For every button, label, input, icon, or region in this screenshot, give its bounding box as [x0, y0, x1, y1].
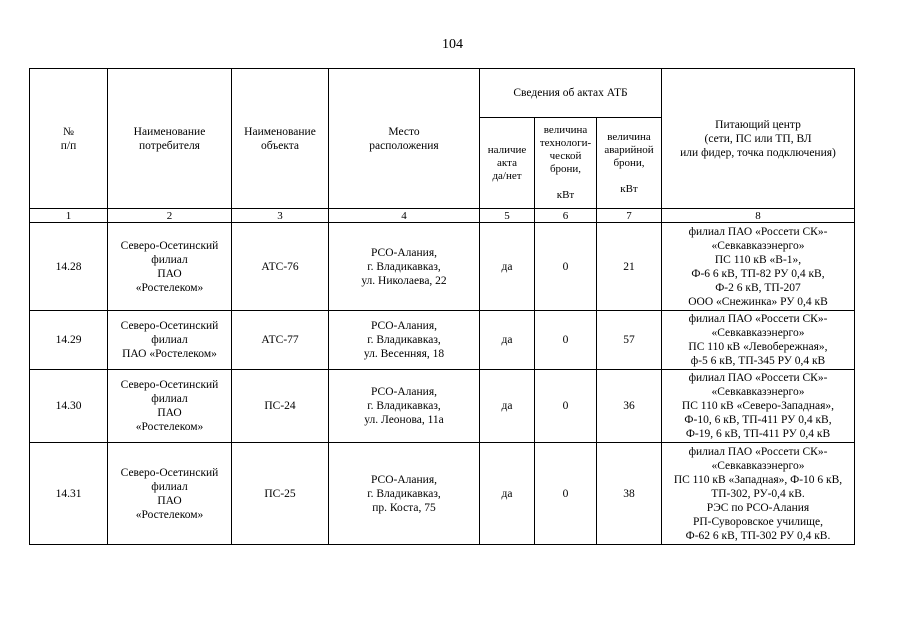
- act-presence: да: [480, 223, 535, 311]
- column-number: 4: [329, 209, 480, 223]
- header-atb-group: Сведения об актах АТБ: [480, 69, 662, 118]
- column-number: 8: [662, 209, 855, 223]
- object-name: ПС-24: [232, 370, 329, 443]
- header-location: Место расположения: [329, 69, 480, 209]
- page-number: 104: [442, 37, 463, 52]
- tech-reserve: 0: [535, 370, 597, 443]
- column-number: 3: [232, 209, 329, 223]
- document-table: [29, 68, 855, 545]
- header-consumer: Наименование потребителя: [108, 69, 232, 209]
- consumer-name: Северо-Осетинский филиал ПАО «Ростелеком»: [108, 370, 232, 443]
- header-supply-center: Питающий центр (сети, ПС или ТП, ВЛ или фидер, точка подключения): [662, 69, 855, 209]
- column-number: 1: [30, 209, 108, 223]
- act-presence: да: [480, 370, 535, 443]
- location: РСО-Алания, г. Владикавказ, ул. Весенняя, 18: [329, 311, 480, 370]
- supply-center: филиал ПАО «Россети СК»- «Севкавказэнерго» ПС 110 кВ «В-1», Ф-6 6 кВ, ТП-82 РУ 0,4 кВ, Ф-2 6 кВ, ТП-207 ООО «Снежинка» РУ 0,4 кВ: [662, 223, 855, 311]
- supply-center: филиал ПАО «Россети СК»- «Севкавказэнерго» ПС 110 кВ «Западная», Ф-10 6 кВ, ТП-302, РУ-0,4 кВ. РЭС по РСО-Алания РП-Суворовское училище, Ф-62 6 кВ, ТП-302 РУ 0,4 кВ.: [662, 443, 855, 545]
- row-number: 14.29: [30, 311, 108, 370]
- tech-reserve: 0: [535, 311, 597, 370]
- header-atb-emergency: величина аварийной брони, кВт: [597, 118, 662, 209]
- emergency-reserve: 21: [597, 223, 662, 311]
- header-object: Наименование объекта: [232, 69, 329, 209]
- row-number: 14.30: [30, 370, 108, 443]
- consumer-name: Северо-Осетинский филиал ПАО «Ростелеком»: [108, 311, 232, 370]
- emergency-reserve: 38: [597, 443, 662, 545]
- object-name: АТС-77: [232, 311, 329, 370]
- location: РСО-Алания, г. Владикавказ, ул. Николаева, 22: [329, 223, 480, 311]
- tech-reserve: 0: [535, 443, 597, 545]
- column-number: 2: [108, 209, 232, 223]
- table-row: [30, 223, 855, 311]
- supply-center: филиал ПАО «Россети СК»- «Севкавказэнерго» ПС 110 кВ «Левобережная», ф-5 6 кВ, ТП-345 РУ 0,4 кВ: [662, 311, 855, 370]
- table-row: [30, 370, 855, 443]
- table-row: [30, 443, 855, 545]
- column-number: 7: [597, 209, 662, 223]
- column-number-row: [30, 209, 855, 223]
- header-atb-presence: наличие акта да/нет: [480, 118, 535, 209]
- supply-center: филиал ПАО «Россети СК»- «Севкавказэнерго» ПС 110 кВ «Северо-Западная», Ф-10, 6 кВ, ТП-411 РУ 0,4 кВ, Ф-19, 6 кВ, ТП-411 РУ 0,4 кВ: [662, 370, 855, 443]
- act-presence: да: [480, 443, 535, 545]
- object-name: АТС-76: [232, 223, 329, 311]
- act-presence: да: [480, 311, 535, 370]
- table-row: [30, 311, 855, 370]
- location: РСО-Алания, г. Владикавказ, пр. Коста, 75: [329, 443, 480, 545]
- emergency-reserve: 57: [597, 311, 662, 370]
- object-name: ПС-25: [232, 443, 329, 545]
- consumer-name: Северо-Осетинский филиал ПАО «Ростелеком»: [108, 443, 232, 545]
- row-number: 14.28: [30, 223, 108, 311]
- emergency-reserve: 36: [597, 370, 662, 443]
- tech-reserve: 0: [535, 223, 597, 311]
- column-number: 5: [480, 209, 535, 223]
- consumer-name: Северо-Осетинский филиал ПАО «Ростелеком»: [108, 223, 232, 311]
- header-number: № п/п: [30, 69, 108, 209]
- location: РСО-Алания, г. Владикавказ, ул. Леонова, 11а: [329, 370, 480, 443]
- row-number: 14.31: [30, 443, 108, 545]
- column-number: 6: [535, 209, 597, 223]
- table-header: [30, 69, 855, 223]
- header-atb-tech: величина технологи- ческой брони, кВт: [535, 118, 597, 209]
